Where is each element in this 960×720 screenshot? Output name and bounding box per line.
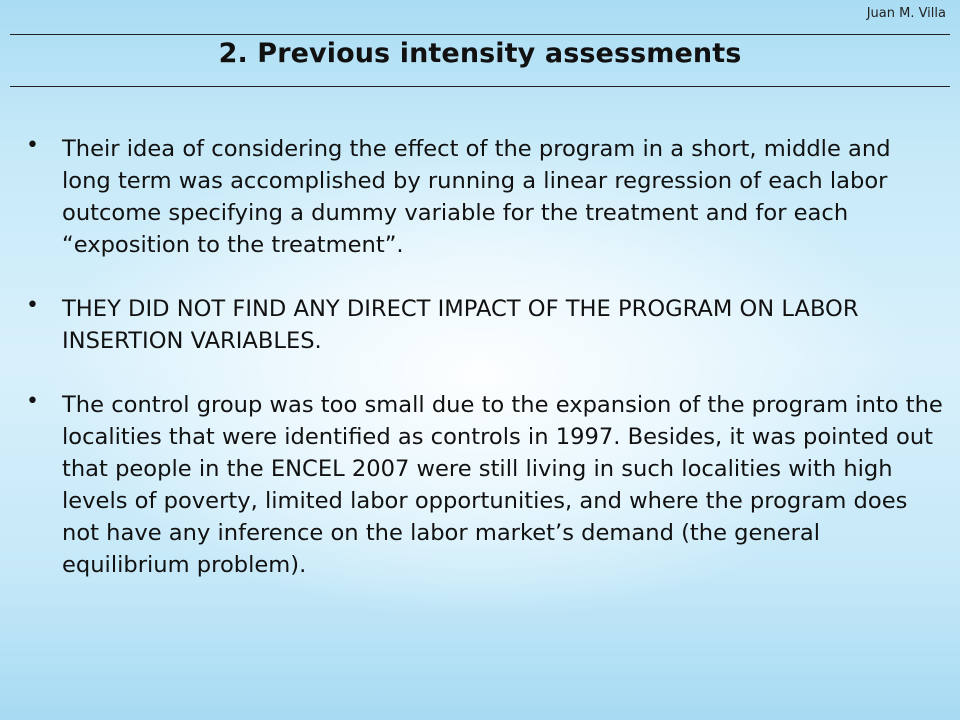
bullet-list xyxy=(26,133,946,581)
bullet-dot-icon: • xyxy=(26,389,39,414)
bullet-dot-icon: • xyxy=(26,293,39,318)
bullet-item-1 xyxy=(26,133,946,261)
author-label: Juan M. Villa xyxy=(866,6,946,21)
title-bottom-rule xyxy=(10,86,950,87)
bullet-text-2: THEY DID NOT FIND ANY DIRECT IMPACT OF THE PROGRAM ON LABOR INSERTION VARIABLES. xyxy=(62,296,859,354)
bullet-dot-icon: • xyxy=(26,133,39,158)
bullet-text-3: The control group was too small due to the expansion of the program into the localities that were identified as controls in 1997. Besides, it was pointed out that people in the ENCEL 2007 were still living in such localities with high levels of poverty, limited labor opportunities, and where the program does not have any inference on the labor market’s demand (the general equilibrium problem). xyxy=(62,392,943,578)
title-top-rule xyxy=(10,34,950,35)
bullet-text-1: Their idea of considering the effect of the program in a short, middle and long term was accomplished by running a linear regression of each labor outcome specifying a dummy variable for the treatment and for each “exposition to the treatment”. xyxy=(62,136,891,258)
bullet-item-2 xyxy=(26,293,946,357)
slide-title: 2. Previous intensity assessments xyxy=(218,38,742,69)
bullet-item-3 xyxy=(26,389,946,581)
